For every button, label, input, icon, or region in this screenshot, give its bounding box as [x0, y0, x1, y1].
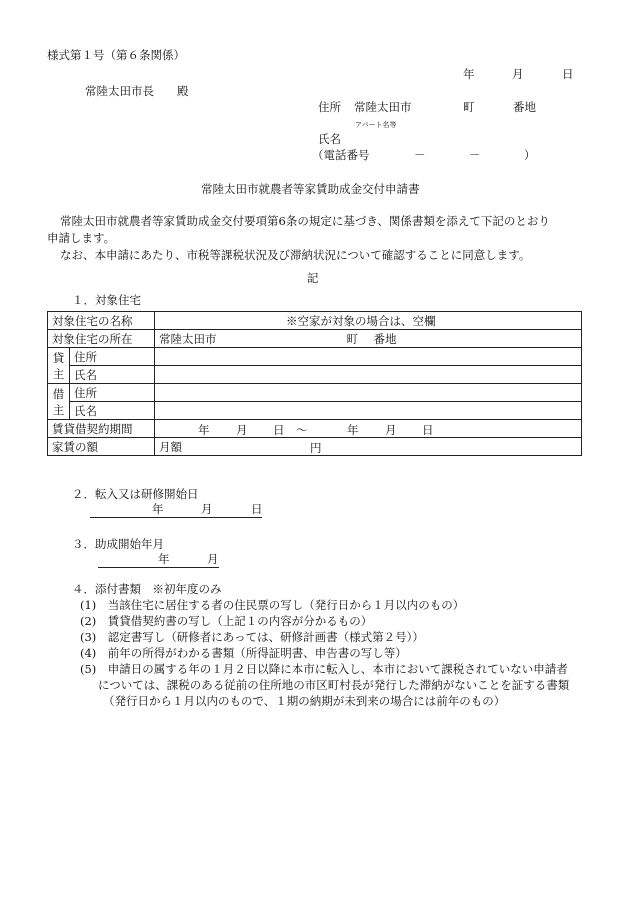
period-end-day: 日 [422, 423, 434, 437]
housing-location-label: 対象住宅の所在 [48, 330, 155, 348]
name-label: 氏名 [318, 132, 341, 146]
location-city: 常陸太田市 [159, 331, 217, 346]
section-2-year: 年 [152, 502, 164, 516]
rent-yen: 円 [310, 441, 322, 455]
location-banchi: 番地 [373, 331, 397, 346]
table-row [48, 438, 582, 456]
date-year: 年 [463, 67, 475, 81]
period-end-year: 年 [347, 423, 359, 437]
attachment-item-2: (2) 賃貸借契約書の写し（上記１の内容が分かるもの） [80, 614, 373, 628]
table-row [48, 420, 582, 438]
addressee: 常陸太田市長 殿 [85, 84, 189, 98]
address-banchi: 番地 [513, 100, 536, 114]
section-2-month: 月 [201, 502, 213, 516]
table-row [48, 312, 582, 330]
phone-label: （電話番号 [312, 148, 370, 162]
housing-table [47, 311, 582, 456]
attachment-item-5: (5) 申請日の属する年の１月２日以降に本市に転入し、本市において課税されていない申請者 [80, 662, 568, 676]
section-2-date-field[interactable] [90, 503, 262, 518]
housing-location-cell[interactable] [155, 330, 582, 348]
lease-period-cell[interactable] [155, 420, 582, 438]
housing-name-label: 対象住宅の名称 [48, 312, 155, 330]
period-end-month: 月 [385, 423, 397, 437]
borrower-name-label: 氏名 [70, 402, 155, 420]
section-2-heading: ２．転入又は研修開始日 [72, 487, 199, 501]
address-machi: 町 [463, 100, 475, 114]
period-start-day: 日 ～ [273, 423, 308, 437]
rent-monthly: 月額 [159, 439, 182, 454]
document-title: 常陸太田市就農者等家賃助成金交付申請書 [201, 182, 420, 196]
section-3-heading: ３．助成開始年月 [72, 537, 164, 551]
phone-dash-1: － [414, 148, 426, 162]
period-start-month: 月 [236, 423, 248, 437]
ki-label: 記 [307, 271, 319, 285]
phone-dash-2: － [469, 148, 481, 162]
table-row [48, 384, 582, 402]
section-2-day: 日 [251, 502, 263, 516]
rent-label: 家賃の額 [48, 438, 155, 456]
rent-cell[interactable] [155, 438, 582, 456]
date-day: 日 [562, 67, 574, 81]
table-row [48, 366, 582, 384]
phone-close: ） [524, 148, 536, 162]
address-city: 常陸太田市 [354, 100, 412, 114]
lease-period-label: 賃貸借契約期間 [48, 420, 155, 438]
housing-name-cell[interactable] [155, 312, 582, 330]
section-4-heading: ４．添付書類 ※初年度のみ [72, 582, 222, 596]
housing-name-note: ※空家が対象の場合は、空欄 [286, 313, 436, 328]
address-label: 住所 [318, 100, 341, 114]
attachment-item-5-line-2: については、課税のある従前の住所地の市区町村長が発行した滞納がないことを証する書類 [98, 678, 570, 692]
body-paragraph-1-line-2: 申請します。 [47, 231, 116, 245]
lender-address-label: 住所 [70, 348, 155, 366]
date-month: 月 [512, 67, 524, 81]
borrower-address-label: 住所 [70, 384, 155, 402]
apartment-label: アパート名等 [355, 121, 397, 129]
lender-address-cell[interactable] [155, 348, 582, 366]
attachment-item-5-line-3: （発行日から１月以内のもので、１期の納期が未到来の場合には前年のもの） [103, 694, 506, 708]
borrower-address-cell[interactable] [155, 384, 582, 402]
table-row [48, 330, 582, 348]
lender-name-label: 氏名 [70, 366, 155, 384]
body-paragraph-2: なお、本申請にあたり、市税等課税状況及び滞納状況について確認することに同意します。 [60, 248, 531, 262]
attachment-item-4: (4) 前年の所得がわかる書類（所得証明書、申告書の写し等） [80, 646, 407, 660]
lender-label: 貸 主 [48, 348, 70, 384]
attachment-item-3: (3) 認定書写し（研修者にあっては、研修計画書（様式第２号）） [80, 630, 424, 644]
section-3-year: 年 [158, 552, 170, 566]
section-3-month: 月 [207, 552, 219, 566]
borrower-name-cell[interactable] [155, 402, 582, 420]
location-machi: 町 [346, 331, 358, 346]
table-row [48, 348, 582, 366]
period-start-year: 年 [198, 423, 210, 437]
table-row [48, 402, 582, 420]
lender-name-cell[interactable] [155, 366, 582, 384]
borrower-label: 借 主 [48, 384, 70, 420]
section-1-heading: １．対象住宅 [72, 293, 141, 307]
body-paragraph-1-line-1: 常陸太田市就農者等家賃助成金交付要項第6条の規定に基づき、関係書類を添えて下記のとおり [60, 214, 550, 228]
form-number: 様式第１号（第６条関係） [47, 48, 185, 62]
attachment-item-1: (1) 当該住宅に居住する者の住民票の写し（発行日から１月以内のもの） [80, 598, 465, 612]
